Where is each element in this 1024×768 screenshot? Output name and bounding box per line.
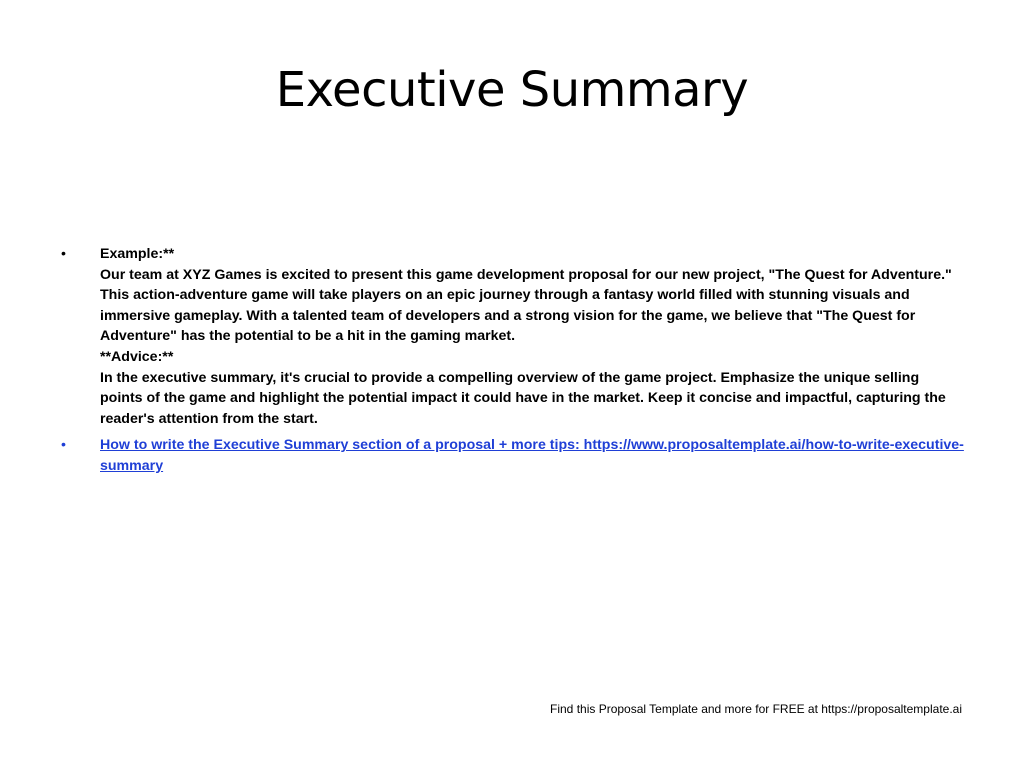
slide-title: Executive Summary — [275, 62, 749, 118]
executive-summary-tips-link[interactable]: How to write the Executive Summary section of a proposal + more tips: https://www.proposaltemplate.ai/how-to-write-executive-summary — [100, 437, 964, 474]
bullet-item-example — [56, 244, 964, 429]
bullet-dot-icon: • — [61, 437, 66, 454]
advice-body: In the executive summary, it's crucial to provide a compelling overview of the game project. Emphasize the unique selling points of the game and highlight the potential impact it could have in the market. Keep it concise and impactful, capturing the reader's attention from the start. — [100, 369, 946, 427]
bullet-item-link — [56, 435, 964, 476]
advice-heading: **Advice:** — [100, 348, 174, 365]
example-body: Our team at XYZ Games is excited to present this game development proposal for our new project, "The Quest for Adventure." This action-adventure game will take players on an epic journey through a fantasy world filled with stunning visuals and immersive gameplay. With a talented team of developers and a strong vision for the game, we believe that "The Quest for Adventure" has the potential to be a hit in the gaming market. — [100, 266, 952, 345]
footer-text: Find this Proposal Template and more for FREE at https://proposaltemplate.ai — [550, 702, 962, 716]
bullet-list — [56, 244, 964, 477]
bullet-dot-icon: • — [61, 246, 66, 262]
example-heading: Example:** — [100, 246, 175, 262]
